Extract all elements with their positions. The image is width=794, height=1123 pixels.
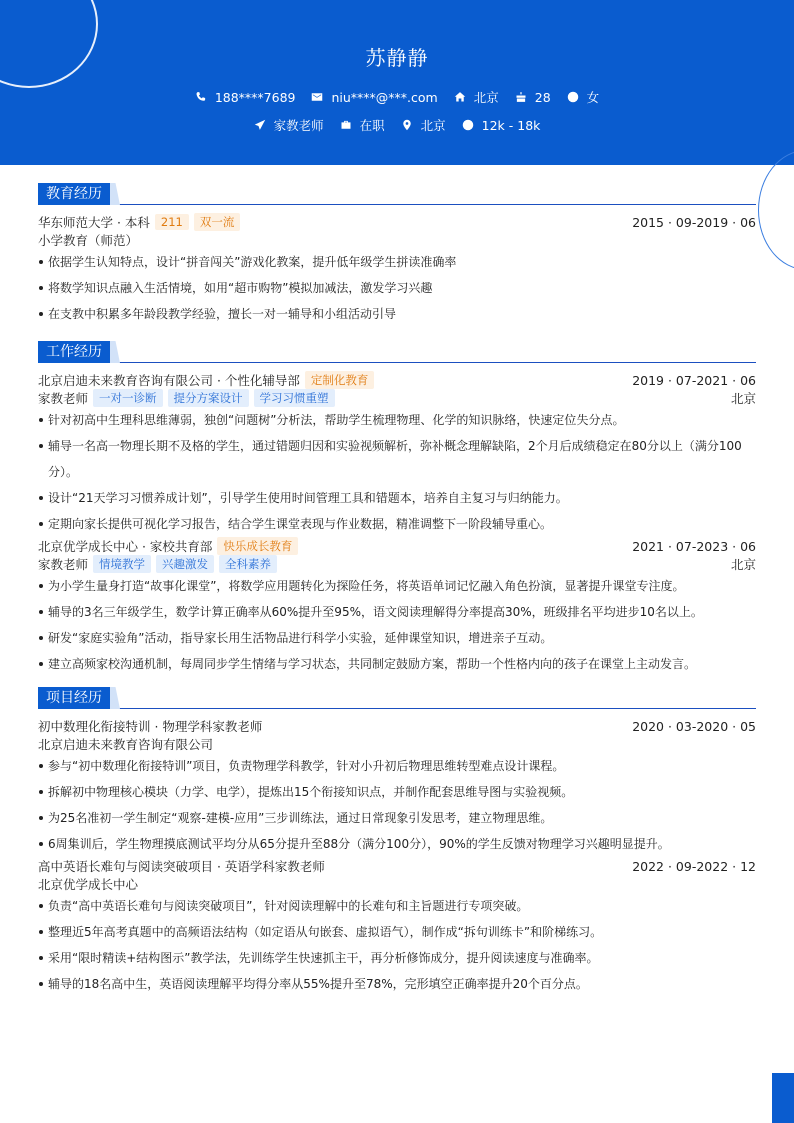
work-section xyxy=(38,341,756,677)
gender-text: 女 xyxy=(586,90,600,105)
skill-tag: 情境教学 xyxy=(93,555,151,573)
phone-text: 188****7689 xyxy=(214,89,296,105)
briefcase-icon xyxy=(340,119,352,131)
list-item: 辅导一名高一物理长期不及格的学生，通过错题归因和实验视频解析，弥补概念理解缺陷，2个月后成绩稳定在80分以上（满分100 分）。 xyxy=(38,433,756,485)
work-city: 北京 xyxy=(730,557,756,572)
job-target-text: 家教老师 xyxy=(273,118,324,133)
company-line xyxy=(38,537,756,555)
resume-header xyxy=(0,0,794,165)
mail-icon xyxy=(311,91,323,103)
section-title-tail xyxy=(110,183,120,205)
work-bullets xyxy=(38,573,756,677)
target-city-text: 北京 xyxy=(420,118,446,133)
phone-icon xyxy=(195,91,207,103)
role-name: 家教老师 xyxy=(38,557,89,572)
project-entry xyxy=(38,717,756,857)
school-tag: 211 xyxy=(155,214,189,230)
decorative-block xyxy=(772,1073,794,1123)
section-header xyxy=(38,183,756,205)
company-name: 北京优学成长中心 · 家校共育部 xyxy=(38,539,213,554)
company-tag: 定制化教育 xyxy=(305,371,375,389)
work-date: 2021 · 07-2023 · 06 xyxy=(632,538,756,554)
status-item xyxy=(340,116,385,134)
section-header xyxy=(38,341,756,363)
skill-tag: 提分方案设计 xyxy=(168,389,249,407)
work-entry xyxy=(38,371,756,537)
project-section xyxy=(38,687,756,997)
list-item: 负责“高中英语长难句与阅读突破项目”，针对阅读理解中的长难句和主旨题进行专项突破。 xyxy=(38,893,756,919)
email-item xyxy=(311,90,437,105)
phone-item xyxy=(195,90,296,105)
project-entry xyxy=(38,857,756,997)
location-text: 北京 xyxy=(473,90,499,105)
list-item: 将数学知识点融入生活情境，如用“超市购物”模拟加减法，激发学习兴趣 xyxy=(38,275,756,301)
major-name: 小学教育（师范） xyxy=(38,233,139,248)
role-name: 家教老师 xyxy=(38,391,89,406)
list-item: 拆解初中物理核心模块（力学、电学），提炼出15个衔接知识点，并制作配套思维导图与实验视频。 xyxy=(38,779,756,805)
contact-info-row xyxy=(0,88,794,106)
project-org: 北京优学成长中心 xyxy=(38,877,139,892)
skill-tag: 学习习惯重塑 xyxy=(254,389,335,407)
major-line xyxy=(38,231,756,249)
list-item: 针对初高中生理科思维薄弱，独创“问题树”分析法，帮助学生梳理物理、化学的知识脉络，快速定位失分点。 xyxy=(38,407,756,433)
salary-icon xyxy=(462,119,474,131)
section-title: 工作经历 xyxy=(38,341,110,363)
list-item: 为小学生量身打造“故事化课堂”，将数学应用题转化为探险任务，将英语单词记忆融入角色扮演，显著提升课堂专注度。 xyxy=(38,573,756,599)
company-tag: 快乐成长教育 xyxy=(217,537,298,555)
project-org-line xyxy=(38,875,756,893)
project-bullets xyxy=(38,753,756,857)
salary-text: 12k - 18k xyxy=(481,117,541,133)
role-line xyxy=(38,555,756,573)
company-name: 北京启迪未来教育咨询有限公司 · 个性化辅导部 xyxy=(38,373,300,388)
section-title: 教育经历 xyxy=(38,183,110,205)
job-target-item xyxy=(254,116,324,134)
age-item xyxy=(515,90,551,105)
cake-icon xyxy=(515,91,527,103)
project-line xyxy=(38,717,756,735)
project-name: 初中数理化衔接特训 · 物理学科家教老师 xyxy=(38,719,263,734)
education-entry-line xyxy=(38,213,756,231)
home-icon xyxy=(454,91,466,103)
gender-icon xyxy=(567,91,579,103)
list-item: 辅导的18名高中生，英语阅读理解平均得分率从55%提升至78%，完形填空正确率提升20个百分点。 xyxy=(38,971,756,997)
project-date: 2022 · 09-2022 · 12 xyxy=(632,858,756,874)
list-item: 建立高频家校沟通机制，每周同步学生情绪与学习状态，共同制定鼓励方案，帮助一个性格内向的孩子在课堂上主动发言。 xyxy=(38,651,756,677)
candidate-name: 苏静静 xyxy=(365,46,429,70)
project-bullets xyxy=(38,893,756,997)
school-name: 华东师范大学 · 本科 xyxy=(38,215,150,230)
project-name: 高中英语长难句与阅读突破项目 · 英语学科家教老师 xyxy=(38,859,325,874)
list-item: 定期向家长提供可视化学习报告，结合学生课堂表现与作业数据，精准调整下一阶段辅导重心。 xyxy=(38,511,756,537)
age-text: 28 xyxy=(534,89,551,105)
section-title-tail xyxy=(110,341,120,363)
project-date: 2020 · 03-2020 · 05 xyxy=(632,718,756,734)
list-item: 依据学生认知特点，设计“拼音闯关”游戏化教案，提升低年级学生拼读准确率 xyxy=(38,249,756,275)
work-date: 2019 · 07-2021 · 06 xyxy=(632,372,756,388)
target-city-item xyxy=(401,116,446,134)
work-city: 北京 xyxy=(730,391,756,406)
role-line xyxy=(38,389,756,407)
section-title: 项目经历 xyxy=(38,687,110,709)
list-item: 整理近5年高考真题中的高频语法结构（如定语从句嵌套、虚拟语气），制作成“拆句训练卡”和阶梯练习。 xyxy=(38,919,756,945)
list-item: 研发“家庭实验角”活动，指导家长用生活物品进行科学小实验，延伸课堂知识，增进亲子互动。 xyxy=(38,625,756,651)
project-line xyxy=(38,857,756,875)
list-item: 参与“初中数理化衔接特训”项目，负责物理学科教学，针对小升初后物理思维转型难点设计课程。 xyxy=(38,753,756,779)
education-bullets xyxy=(38,249,756,327)
list-item: 在支教中积累多年龄段教学经验，擅长一对一辅导和小组活动引导 xyxy=(38,301,756,327)
email-text: niu****@***.com xyxy=(331,89,438,105)
company-line xyxy=(38,371,756,389)
list-item: 6周集训后，学生物理摸底测试平均分从65分提升至88分（满分100分），90%的学生反馈对物理学习兴趣明显提升。 xyxy=(38,831,756,857)
list-item: 辅导的3名三年级学生，数学计算正确率从60%提升至95%，语文阅读理解得分率提高30%，班级排名平均进步10名以上。 xyxy=(38,599,756,625)
skill-tag: 兴趣激发 xyxy=(156,555,214,573)
education-date: 2015 · 09-2019 · 06 xyxy=(632,214,756,230)
work-entry xyxy=(38,537,756,677)
gender-item xyxy=(567,88,600,106)
status-text: 在职 xyxy=(359,118,385,133)
salary-item xyxy=(462,118,541,133)
project-org-line xyxy=(38,735,756,753)
list-item: 采用“限时精读+结构图示”教学法，先训练学生快速抓主干，再分析修饰成分，提升阅读速度与准确率。 xyxy=(38,945,756,971)
decorative-arc xyxy=(758,150,794,270)
work-bullets xyxy=(38,407,756,537)
section-header xyxy=(38,687,756,709)
school-tag: 双一流 xyxy=(194,213,241,231)
education-section xyxy=(38,183,756,327)
project-org: 北京启迪未来教育咨询有限公司 xyxy=(38,737,214,752)
skill-tag: 全科素养 xyxy=(219,555,277,573)
job-intent-row xyxy=(0,116,794,134)
list-item: 为25名准初一学生制定“观察-建模-应用”三步训练法，通过日常现象引发思考，建立物理思维。 xyxy=(38,805,756,831)
skill-tag: 一对一诊断 xyxy=(93,389,163,407)
send-icon xyxy=(254,119,266,131)
location-item xyxy=(454,88,499,106)
list-item: 设计“21天学习习惯养成计划”，引导学生使用时间管理工具和错题本，培养自主复习与归纳能力。 xyxy=(38,485,756,511)
section-title-tail xyxy=(110,687,120,709)
location-pin-icon xyxy=(401,119,413,131)
